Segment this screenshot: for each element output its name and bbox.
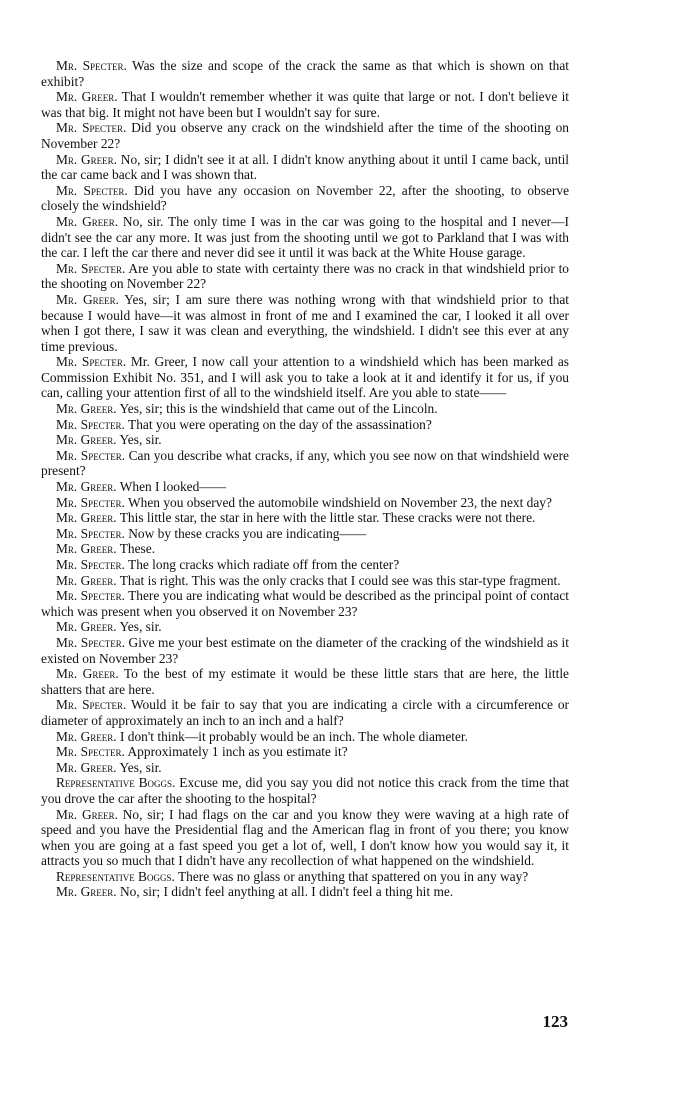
speech-text: Would it be fair to say that you are indicating a circle with a circumference or diameter of approximately an inch to an inch and a half?	[41, 697, 569, 728]
speech-text: I don't think—it probably would be an inch. The whole diameter.	[116, 728, 468, 744]
speaker-name: Mr. Specter.	[56, 557, 125, 572]
speaker-name: Mr. Greer.	[56, 510, 117, 526]
speaker-name: Mr. Specter.	[56, 354, 127, 370]
speech-text: Yes, sir.	[116, 619, 162, 635]
speaker-name: Mr. Specter.	[56, 634, 126, 650]
transcript-paragraph	[41, 729, 569, 745]
speech-text: That you were operating on the day of the assassination?	[124, 416, 432, 432]
speaker-name: Mr. Specter.	[56, 588, 125, 604]
speech-text: Now by these cracks you are indicating——	[124, 525, 367, 541]
speaker-name: Representative Boggs.	[56, 775, 176, 791]
speaker-name: Mr. Specter.	[56, 697, 127, 713]
speaker-name: Mr. Greer.	[56, 432, 117, 448]
transcript-paragraph	[41, 292, 569, 354]
speaker-name: Mr. Specter.	[56, 744, 125, 760]
speaker-name: Mr. Greer.	[56, 291, 119, 307]
speaker-name: Mr. Greer.	[56, 213, 119, 229]
speaker-name: Mr. Specter.	[56, 260, 126, 276]
speech-text: Did you observe any crack on the windshield after the time of the shooting on November 22?	[41, 120, 569, 151]
transcript-paragraph	[41, 697, 569, 728]
transcript-paragraph	[41, 619, 569, 635]
speech-text: Yes, sir.	[116, 432, 162, 448]
speech-text: There was no glass or anything that spattered on you in any way?	[174, 868, 529, 884]
speech-text: Give me your best estimate on the diameter of the cracking of the windshield as it existed on November 23?	[41, 634, 569, 666]
transcript-paragraph	[41, 510, 569, 526]
transcript-paragraph	[41, 884, 569, 900]
transcript-paragraph	[41, 58, 569, 89]
speaker-name: Representative Boggs.	[56, 868, 175, 884]
speaker-name: Mr. Greer.	[56, 619, 117, 635]
transcript-paragraph	[41, 479, 569, 495]
transcript-paragraph	[41, 526, 569, 542]
speech-text: That is right. This was the only cracks that I could see was this star-type fragment.	[116, 572, 561, 588]
transcript-paragraph	[41, 152, 569, 183]
transcript-paragraph	[41, 495, 569, 511]
speech-text: When I looked——	[116, 479, 227, 495]
page-number: 123	[542, 1012, 568, 1031]
speaker-name: Mr. Greer.	[56, 151, 118, 167]
transcript-paragraph	[41, 89, 569, 120]
transcript-paragraph	[41, 448, 569, 479]
speaker-name: Mr. Greer.	[56, 401, 117, 417]
speech-text: To the best of my estimate it would be these little stars that are here, the little shatters that are here.	[41, 666, 569, 697]
speaker-name: Mr. Greer.	[56, 572, 117, 588]
speaker-name: Mr. Specter.	[56, 416, 125, 432]
speech-text: Did you have any occasion on November 22, after the shooting, to observe closely the windshield?	[41, 182, 570, 214]
transcript-paragraph	[41, 557, 569, 573]
speech-text: Approximately 1 inch as you estimate it?	[124, 744, 348, 760]
speech-text: Yes, sir; I am sure there was nothing wrong with that windshield prior to that because I would have—it was almost in front of me and I examined the car, I looked it all over when I got there, I saw it was clean and everything, the windshield. I didn't see this ever at any time previous.	[41, 291, 569, 354]
transcript-paragraph	[41, 432, 569, 448]
speech-text: Was the size and scope of the crack the same as that which is shown on that exhibit?	[41, 58, 569, 89]
speech-text: Excuse me, did you say you did not notice this crack from the time that you drove the car after the shooting to the hospital?	[41, 775, 570, 806]
speaker-name: Mr. Greer.	[56, 728, 117, 744]
speech-text: Yes, sir; this is the windshield that came out of the Lincoln.	[116, 401, 438, 417]
speech-text: No, sir; I didn't see it at all. I didn't know anything about it until I came back, until the car came back and I was shown that.	[41, 151, 570, 183]
speaker-name: Mr. Greer.	[56, 884, 117, 900]
speech-text: No, sir. The only time I was in the car was going to the hospital and I never—I didn't see the car any more. It was just from the shooting until we got to Parkland that I was with the car. I left the car there and never did see it until it was back at the White House garage.	[41, 213, 569, 261]
speech-text: No, sir; I had flags on the car and you know they were waving at a high rate of speed and you have the Presidential flag and the American flag in front of you there; you know when you are going at a fast speed you get a lot of, well, I don't know how you would say it, it attracts you so much that I didn't have any recollection of what happened on the windshield.	[41, 806, 569, 869]
transcript-paragraph	[41, 183, 569, 214]
speaker-name: Mr. Specter.	[56, 120, 127, 136]
transcript-paragraph	[41, 760, 569, 776]
speech-text: That I wouldn't remember whether it was quite that large or not. I don't believe it was that big. It might not have been but I wouldn't say for sure.	[41, 89, 570, 120]
speech-text: The long cracks which radiate off from the center?	[124, 557, 400, 572]
speaker-name: Mr. Specter.	[56, 494, 125, 510]
speaker-name: Mr. Specter.	[56, 447, 126, 463]
transcript-paragraph	[41, 588, 569, 619]
transcript-paragraph	[41, 120, 569, 151]
transcript-paragraph	[41, 417, 569, 433]
transcript-paragraph	[41, 666, 569, 697]
transcript-paragraph	[41, 775, 569, 806]
speaker-name: Mr. Specter.	[56, 182, 128, 198]
speaker-name: Mr. Greer.	[56, 89, 118, 105]
speech-text: This little star, the star in here with the little star. These cracks were not there.	[116, 510, 536, 526]
transcript-paragraph	[41, 401, 569, 417]
speech-text: When you observed the automobile windshield on November 23, the next day?	[124, 494, 552, 510]
speaker-name: Mr. Greer.	[56, 806, 119, 822]
transcript-paragraph	[41, 635, 569, 666]
transcript-paragraph	[41, 869, 569, 885]
speech-text: There you are indicating what would be described as the principal point of contact which was present when you observed it on November 23?	[41, 588, 570, 619]
transcript-paragraph	[41, 744, 569, 760]
transcript-paragraph	[41, 261, 569, 292]
transcript-paragraph	[41, 573, 569, 589]
speech-text: No, sir; I didn't feel anything at all. I didn't feel a thing hit me.	[116, 884, 454, 900]
speech-text: These.	[116, 541, 156, 557]
speech-text: Mr. Greer, I now call your attention to a windshield which has been marked as Commission Exhibit No. 351, and I will ask you to take a look at it and identify it for us, if you can, calling your attention first of all to the windshield itself. Are you able to state——	[41, 354, 570, 401]
transcript-paragraph	[41, 807, 569, 869]
speaker-name: Mr. Greer.	[56, 479, 117, 495]
speaker-name: Mr. Specter.	[56, 525, 125, 541]
speech-text: Are you able to state with certainty there was no crack in that windshield prior to the shooting on November 22?	[41, 260, 570, 292]
transcript-paragraph	[41, 541, 569, 557]
speaker-name: Mr. Specter.	[56, 58, 127, 73]
speech-text: Can you describe what cracks, if any, which you see now on that windshield were present?	[41, 447, 569, 479]
transcript-paragraph	[41, 214, 569, 261]
speaker-name: Mr. Greer.	[56, 541, 117, 557]
speaker-name: Mr. Greer.	[56, 759, 117, 775]
speech-text: Yes, sir.	[116, 759, 162, 775]
speaker-name: Mr. Greer.	[56, 666, 119, 682]
transcript-page	[41, 58, 569, 900]
transcript-paragraph	[41, 354, 569, 401]
